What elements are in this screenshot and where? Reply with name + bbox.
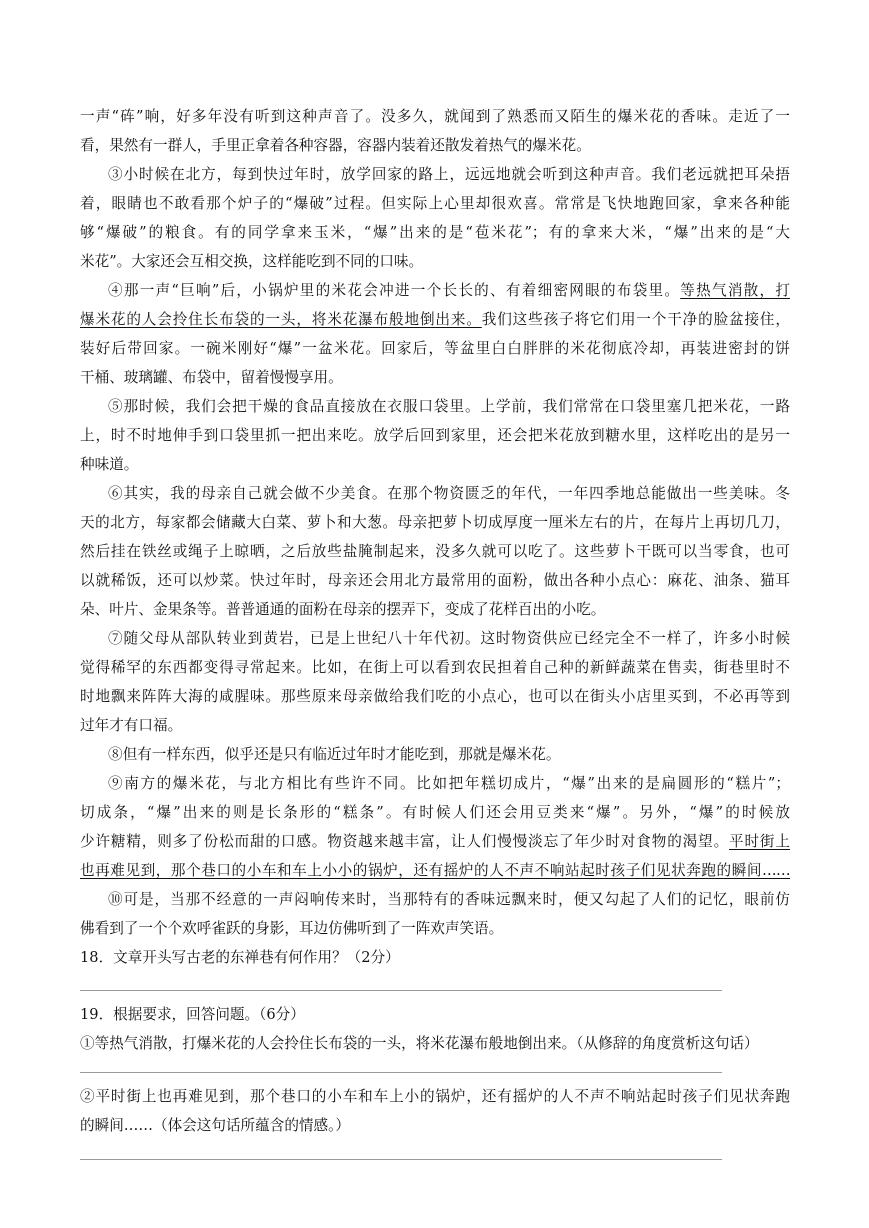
paragraph-line: 够“爆破”的粮食。有的同学拿来玉米，“爆”出来的是“苞米花”；有的拿来大米，“爆”出来的是“大	[80, 224, 790, 241]
question-19: 19．根据要求，回答问题。（6分）	[80, 1006, 305, 1023]
sentence-text: 我们这些孩子将它们用一个干净的脸盆接住，	[481, 311, 790, 328]
paragraph-line: 佛看到了一个个欢呼雀跃的身影，耳边仿佛听到了一阵欢声笑语。	[80, 920, 504, 937]
paragraph-line: 着，眼睛也不敢看那个炉子的“爆破”过程。但实际上心里却很欢喜。常常是飞快地跑回家，拿来各种能	[80, 195, 790, 212]
sentence-text: 少许糖精，则多了份松而甜的口感。物资越来越丰富，让人们慢慢淡忘了年少时对食物的渴望。	[80, 833, 730, 850]
paragraph-line: 朵、叶片、金果条等。普普通通的面粉在母亲的摆弄下，变成了花样百出的小吃。	[80, 601, 606, 618]
paragraph-line: 干桶、玻璃罐、布袋中，留着慢慢享用。	[80, 369, 343, 386]
question-19-part-2: 的瞬间……（体会这句话所蕴含的情感。）	[80, 1117, 350, 1134]
paragraph-line: 种味道。	[80, 456, 139, 473]
paragraph-line: 天的北方，每家都会储藏大白菜、萝卜和大葱。母亲把萝卜切成厚度一厘米左右的片，在每片上再切几刀，	[80, 514, 790, 531]
paragraph-line: ⑧但有一样东西，似乎还是只有临近过年时才能吃到，那就是爆米花。	[108, 746, 561, 763]
paragraph-line: 切成条，“爆”出来的则是长条形的“糕条”。有时候人们还会用豆类来“爆”。另外，“爆”的时候放	[80, 804, 790, 821]
paragraph-line: ⑩可是，当那不经意的一声闷响传来时，当那特有的香味远飘来时，便又勾起了人们的记忆，眼前仿	[108, 891, 790, 908]
question-19-part-1: ①等热气消散，打爆米花的人会拎住长布袋的一头，将米花瀑布般地倒出来。（从修辞的角度赏析这句话）	[80, 1035, 759, 1052]
paragraph-line	[80, 862, 790, 880]
underlined-sentence: 爆米花的人会拎住长布袋的一头，将米花瀑布般地倒出来。	[80, 311, 482, 328]
paragraph-line: ⑤那时候，我们会把干燥的食品直接放在衣服口袋里。上学前，我们常常在口袋里塞几把米花，一路	[108, 398, 790, 415]
paragraph-line: 看，果然有一群人，手里正拿着各种容器，容器内装着还散发着热气的爆米花。	[80, 137, 591, 154]
paragraph-line: 装好后带回家。一碗米刚好“爆”一盆米花。回家后，等盆里白白胖胖的米花彻底冷却，再装进密封的饼	[80, 340, 790, 357]
underlined-sentence: 平时街上	[729, 833, 790, 850]
paragraph-line: 上，时不时地伸手到口袋里抓一把出来吃。放学后回到家里，还会把米花放到糖水里，这样吃出的是另一	[80, 427, 790, 444]
paragraph-line: ⑦随父母从部队转业到黄岩，已是上世纪八十年代初。这时物资供应已经完全不一样了，许多小时候	[108, 630, 790, 647]
paragraph-line	[108, 282, 790, 300]
paragraph-line: 米花”。大家还会互相交换，这样能吃到不同的口味。	[80, 253, 424, 270]
paragraph-line: 然后挂在铁丝或绳子上晾晒，之后放些盐腌制起来，没多久就可以吃了。这些萝卜干既可以当零食，也可	[80, 543, 790, 560]
question-19-part-2: ②平时街上也再难见到，那个巷口的小车和车上小的锅炉，还有摇炉的人不声不响站起时孩子们见状奔跑	[80, 1088, 790, 1105]
answer-line-18[interactable]	[80, 990, 722, 991]
answer-line-19-2[interactable]	[80, 1159, 722, 1160]
paragraph-line: 时地飘来阵阵大海的咸腥味。那些原来母亲做给我们吃的小点心，也可以在街头小店里买到，不必再等到	[80, 688, 790, 705]
paragraph-line: 以就稀饭，还可以炒菜。快过年时，母亲还会用北方最常用的面粉，做出各种小点心：麻花、油条、猫耳	[80, 572, 790, 589]
underlined-sentence: 等热气消散，打	[680, 282, 790, 299]
paragraph-line: 过年才有口福。	[80, 717, 183, 734]
paragraph-line: ⑨南方的爆米花，与北方相比有些许不同。比如把年糕切成片，“爆”出来的是扁圆形的“糕片”；	[108, 775, 790, 792]
underlined-sentence: 也再难见到，那个巷口的小车和车上小小的锅炉，还有摇炉的人不声不响站起时孩子们见状奔跑的瞬间……	[80, 862, 790, 879]
paragraph-line	[80, 311, 790, 329]
answer-line-19-1[interactable]	[80, 1072, 722, 1073]
paragraph-line: 觉得稀罕的东西都变得寻常起来。比如，在街上可以看到农民担着自己种的新鲜蔬菜在售卖，街巷里时不	[80, 659, 790, 676]
paragraph-line	[80, 833, 790, 851]
paragraph-line: ③小时候在北方，每到快过年时，放学回家的路上，远远地就会听到这种声音。我们老远就把耳朵捂	[108, 166, 790, 183]
question-18: 18．文章开头写古老的东禅巷有何作用？（2分）	[80, 949, 400, 966]
paragraph-line: 一声“砗”响，好多年没有听到这种声音了。没多久，就闻到了熟悉而又陌生的爆米花的香味。走近了一	[80, 108, 790, 125]
paragraph-line: ⑥其实，我的母亲自己就会做不少美食。在那个物资匮乏的年代，一年四季地总能做出一些美味。冬	[108, 485, 790, 502]
sentence-text: ④那一声“巨响”后，小锅炉里的米花会冲进一个长长的、有着细密网眼的布袋里。	[108, 282, 681, 299]
